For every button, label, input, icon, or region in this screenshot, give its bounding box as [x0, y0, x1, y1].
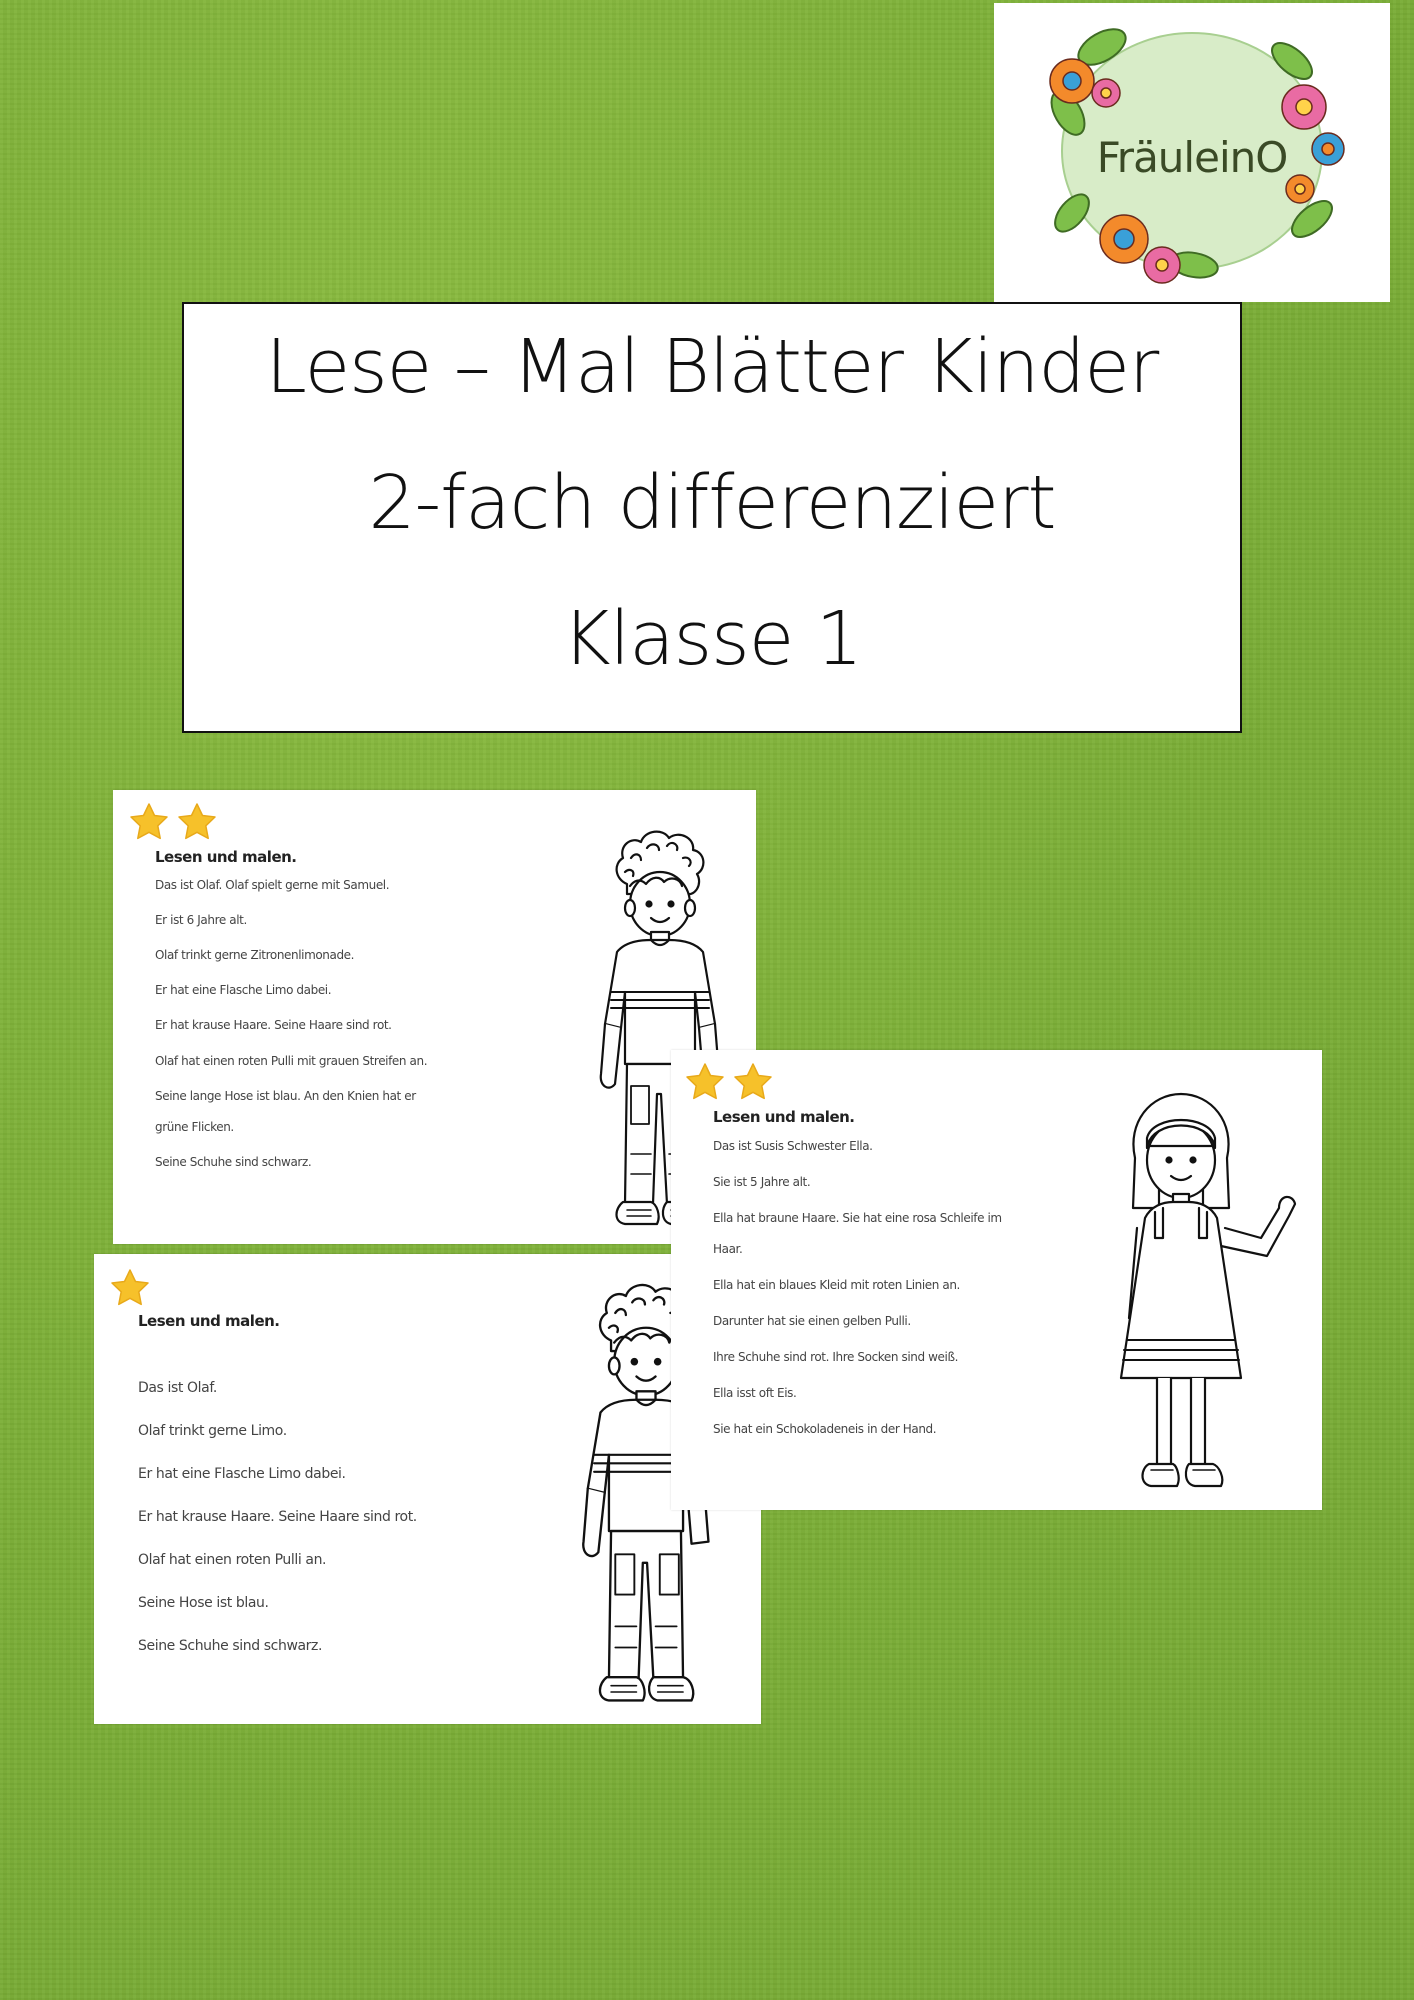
text-line: Ella hat braune Haare. Sie hat eine rosa Schleife im	[713, 1211, 1002, 1225]
worksheet-olaf-two-star	[113, 790, 756, 1244]
text-line: Ella hat ein blaues Kleid mit roten Linien an.	[713, 1278, 960, 1292]
text-line: Seine Schuhe sind schwarz.	[155, 1155, 312, 1169]
worksheet-ella-two-star	[671, 1050, 1322, 1510]
text-line: Sie ist 5 Jahre alt.	[713, 1175, 811, 1189]
text-line: Darunter hat sie einen gelben Pulli.	[713, 1314, 911, 1328]
sheet-heading: Lesen und malen.	[155, 848, 297, 866]
text-line: Olaf trinkt gerne Zitronenlimonade.	[155, 948, 355, 962]
text-line: Seine lange Hose ist blau. An den Knien hat er	[155, 1089, 416, 1103]
text-line: Das ist Olaf.	[138, 1380, 217, 1396]
text-line: Olaf hat einen roten Pulli an.	[138, 1552, 327, 1568]
title-box	[182, 302, 1242, 733]
worksheet-olaf-one-star	[94, 1254, 761, 1724]
text-line: Das ist Olaf. Olaf spielt gerne mit Samuel.	[155, 878, 390, 892]
text-line: Haar.	[713, 1242, 743, 1256]
text-line: Er hat krause Haare. Seine Haare sind rot.	[138, 1509, 417, 1525]
text-line: Das ist Susis Schwester Ella.	[713, 1139, 873, 1153]
star-icon	[733, 1062, 773, 1102]
title-line-3: Klasse 1	[562, 596, 862, 682]
text-line: grüne Flicken.	[155, 1120, 234, 1134]
text-line: Er hat krause Haare. Seine Haare sind rot.	[155, 1018, 392, 1032]
text-line: Er hat eine Flasche Limo dabei.	[138, 1466, 346, 1482]
brand-name: FräuleinO	[1096, 133, 1288, 182]
sheet-heading: Lesen und malen.	[138, 1312, 280, 1330]
text-line: Seine Schuhe sind schwarz.	[138, 1638, 323, 1654]
text-line: Er ist 6 Jahre alt.	[155, 913, 247, 927]
star-icon	[110, 1268, 150, 1308]
text-line: Ella isst oft Eis.	[713, 1386, 797, 1400]
sheet-heading: Lesen und malen.	[713, 1108, 855, 1126]
text-line: Ihre Schuhe sind rot. Ihre Socken sind weiß.	[713, 1350, 959, 1364]
title-line-1: Lese – Mal Blätter Kinder	[265, 324, 1159, 410]
text-line: Olaf trinkt gerne Limo.	[138, 1423, 287, 1439]
text-line: Sie hat ein Schokoladeneis in der Hand.	[713, 1422, 937, 1436]
text-line: Er hat eine Flasche Limo dabei.	[155, 983, 332, 997]
star-icon	[177, 802, 217, 842]
star-icon	[129, 802, 169, 842]
text-line: Seine Hose ist blau.	[138, 1595, 269, 1611]
title-line-2: 2-fach differenziert	[368, 460, 1056, 546]
text-line: Olaf hat einen roten Pulli mit grauen Streifen an.	[155, 1054, 428, 1068]
star-icon	[685, 1062, 725, 1102]
brand-logo	[994, 3, 1390, 302]
girl-coloring-figure	[1091, 1088, 1301, 1498]
